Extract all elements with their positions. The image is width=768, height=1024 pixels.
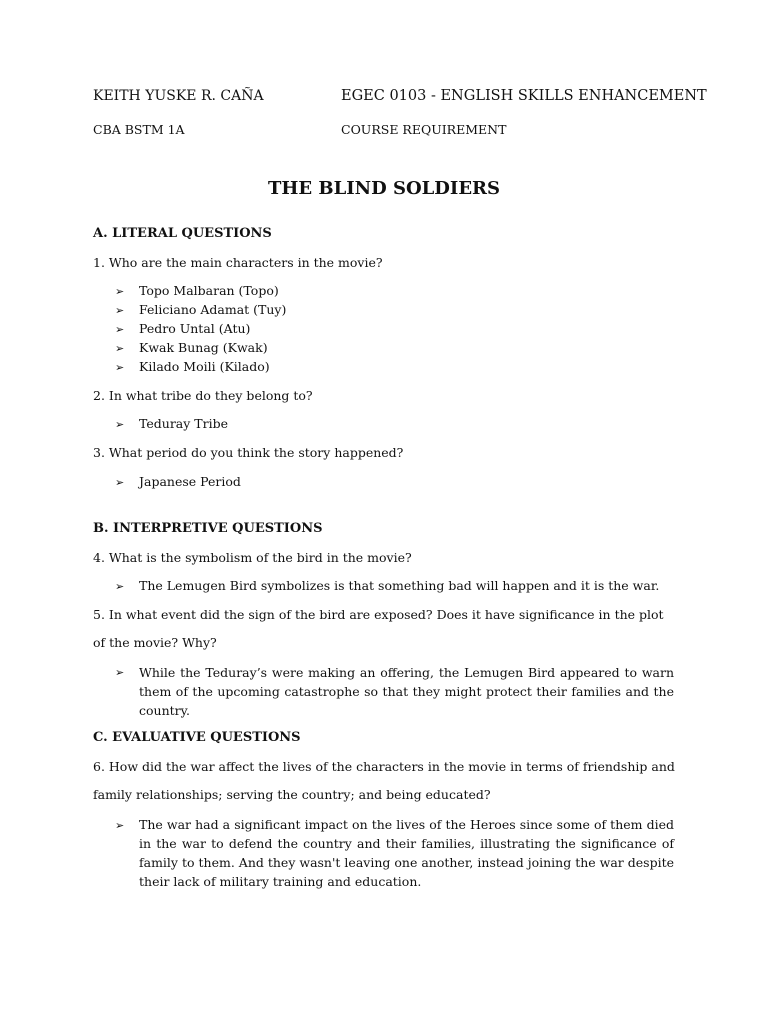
section-heading-evaluative: C. EVALUATIVE QUESTIONS: [93, 730, 301, 745]
answer-text: Pedro Untal (Atu): [139, 321, 251, 336]
answer-item: [115, 359, 270, 374]
answer-item: [115, 416, 228, 431]
arrow-bullet-icon: ➢: [115, 323, 125, 336]
answer-item: [115, 578, 659, 593]
question-6-line-2: family relationships; serving the country; and being educated?: [93, 787, 491, 802]
arrow-bullet-icon: ➢: [115, 580, 125, 593]
answer-item: [115, 340, 268, 355]
question-4: 4. What is the symbolism of the bird in the movie?: [93, 550, 412, 565]
question-5-line-2: of the movie? Why?: [93, 635, 217, 650]
answer-text: Topo Malbaran (Topo): [139, 283, 279, 298]
answer-item: [115, 302, 286, 317]
arrow-bullet-icon: ➢: [115, 476, 125, 489]
student-section: CBA BSTM 1A: [93, 122, 185, 137]
requirement-label: COURSE REQUIREMENT: [341, 122, 507, 137]
section-heading-interpretive: B. INTERPRETIVE QUESTIONS: [93, 521, 323, 536]
arrow-bullet-icon: ➢: [115, 304, 125, 317]
arrow-bullet-icon: ➢: [115, 666, 125, 679]
question-1: 1. Who are the main characters in the movie?: [93, 255, 383, 270]
question-6-line-1: 6. How did the war affect the lives of the characters in the movie in terms of friendship and: [93, 759, 675, 774]
document-title: THE BLIND SOLDIERS: [267, 178, 501, 199]
answer-item: [115, 321, 250, 336]
student-name: KEITH YUSKE R. CAÑA: [93, 88, 264, 104]
arrow-bullet-icon: ➢: [115, 418, 125, 431]
answer-text: Teduray Tribe: [139, 416, 228, 431]
question-2: 2. In what tribe do they belong to?: [93, 388, 313, 403]
question-3: 3. What period do you think the story happened?: [93, 445, 404, 460]
arrow-bullet-icon: ➢: [115, 819, 125, 832]
answer-text: Kilado Moili (Kilado): [139, 359, 270, 374]
answer-text: Feliciano Adamat (Tuy): [139, 302, 287, 317]
answer-text: The Lemugen Bird symbolizes is that something bad will happen and it is the war.: [139, 578, 660, 593]
section-heading-literal: A. LITERAL QUESTIONS: [93, 226, 272, 241]
course-title: EGEC 0103 - ENGLISH SKILLS ENHANCEMENT: [341, 88, 707, 104]
answer-text: Japanese Period: [139, 474, 241, 489]
answer-item: [115, 283, 279, 298]
arrow-bullet-icon: ➢: [115, 342, 125, 355]
arrow-bullet-icon: ➢: [115, 361, 125, 374]
answer-paragraph: The war had a significant impact on the lives of the Heroes since some of them died in the war to defend the country and their families, illustrating the significance of family to them. And they wasn't leaving one another, instead joining the war despite their lack of military training and education.: [139, 817, 674, 889]
answer-text: Kwak Bunag (Kwak): [139, 340, 268, 355]
answer-paragraph: While the Teduray’s were making an offering, the Lemugen Bird appeared to warn them of the upcoming catastrophe so that they might protect their families and the country.: [139, 665, 674, 718]
answer-item: [115, 474, 241, 489]
question-5-line-1: 5. In what event did the sign of the bird are exposed? Does it have significance in the plot: [93, 607, 664, 622]
arrow-bullet-icon: ➢: [115, 285, 125, 298]
